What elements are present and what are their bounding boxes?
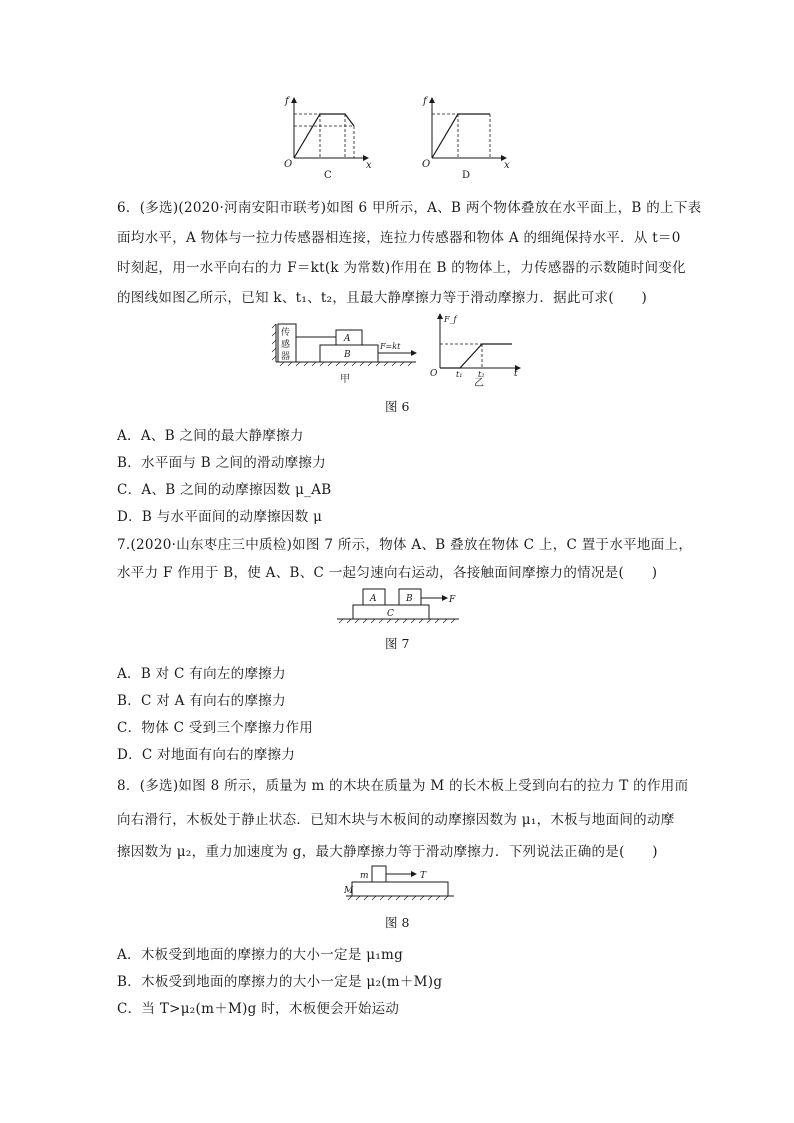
q6-line-3: 时刻起，用一水平向右的力 F＝kt(k 为常数)作用在 B 的物体上，力传感器的示数随时间变化	[117, 260, 686, 276]
fig7-f-label: F	[449, 595, 456, 605]
block-a-label: A	[344, 334, 351, 344]
q8-option-a: A．木板受到地面的摩擦力的大小一定是 μ₁mg	[117, 947, 404, 963]
q6-option-d: D．B 与水平面间的动摩擦因数 μ	[117, 509, 323, 525]
q7-option-c: C．物体 C 受到三个摩擦力作用	[117, 720, 314, 736]
q7-option-a: A．B 对 C 有向左的摩擦力	[117, 666, 286, 682]
sensor-label-1: 传	[281, 328, 291, 338]
q8-option-b: B．木板受到地面的摩擦力的大小一定是 μ₂(m＋M)g	[117, 974, 443, 990]
fig8-m-label: m	[360, 871, 369, 881]
graph-y-label: F_f	[444, 315, 457, 324]
q6-option-c: C．A、B 之间的动摩擦因数 μ_AB	[117, 482, 332, 498]
figure-8	[340, 862, 460, 906]
figure-6	[270, 310, 530, 390]
graph-c-f-label: f	[285, 96, 289, 107]
sensor-label-2: 感	[281, 340, 291, 350]
graph-d-caption: D	[462, 170, 471, 181]
graph-d-f-label: f	[423, 96, 427, 107]
q6-option-b: B．水平面与 B 之间的滑动摩擦力	[117, 455, 327, 471]
graph-t2-label: t₂	[478, 370, 485, 379]
fig8-t-label: T	[420, 871, 427, 881]
fig7-a-label: A	[370, 594, 377, 604]
q8-line-2: 向右滑行，木板处于静止状态．已知木块与木板间的动摩擦因数为 μ₁，木板与地面间的动摩	[117, 812, 675, 828]
block-b-label: B	[344, 350, 351, 360]
q6-option-a: A．A、B 之间的最大静摩擦力	[117, 428, 304, 444]
figure-8-caption: 图 8	[385, 915, 410, 930]
fig-jia-label: 甲	[340, 374, 350, 385]
graph-d	[422, 96, 510, 181]
force-label: F=kt	[380, 342, 401, 351]
graph-t1-label: t₁	[456, 370, 463, 379]
sensor-label-3: 器	[281, 352, 291, 362]
graph-x-label: t	[514, 369, 518, 379]
q7-option-d: D．C 对地面有向右的摩擦力	[117, 747, 296, 763]
q6-line-2: 面均水平，A 物体与一拉力传感器相连接，连拉力传感器和物体 A 的细绳保持水平．从 t＝0	[117, 230, 681, 246]
figure-7-caption: 图 7	[385, 636, 410, 651]
figure-7	[335, 585, 465, 629]
q8-line-1: 8．(多选)如图 8 所示，质量为 m 的木块在质量为 M 的长木板上受到向右的拉力 T 的作用而	[117, 778, 689, 794]
q8-option-c: C．当 T>μ₂(m＋M)g 时，木板便会开始运动	[117, 1001, 400, 1017]
q7-line-1: 7.(2020·山东枣庄三中质检)如图 7 所示，物体 A、B 叠放在物体 C 上，C 置于水平地面上，	[117, 537, 693, 553]
q6-line-1: 6．(多选)(2020·河南安阳市联考)如图 6 甲所示，A、B 两个物体叠放在水平面上，B 的上下表	[117, 200, 702, 216]
fig8-block-m	[372, 866, 386, 882]
q7-line-2: 水平力 F 作用于 B，使 A、B、C 一起匀速向右运动，各接触面间摩擦力的情况是( )	[117, 565, 658, 581]
fig7-c-label: C	[387, 609, 394, 619]
figure-6-caption: 图 6	[385, 399, 410, 414]
graph-c-caption: C	[324, 170, 332, 181]
graph-d-origin: O	[422, 159, 431, 170]
q8-line-3: 擦因数为 μ₂，重力加速度为 g，最大静摩擦力等于滑动摩擦力．下列说法正确的是( )	[117, 844, 658, 860]
figure-6-yi	[430, 314, 520, 389]
q6-line-4: 的图线如图乙所示，已知 k、t₁、t₂，且最大静摩擦力等于滑动摩擦力．据此可求( )	[117, 290, 648, 306]
graph-c-origin: O	[284, 159, 293, 170]
graph-c-x-label: x	[366, 160, 372, 171]
graph-d-x-label: x	[504, 160, 510, 171]
q7-option-b: B．C 对 A 有向右的摩擦力	[117, 693, 286, 709]
fig7-b-label: B	[406, 594, 413, 604]
figure-6-jia	[272, 324, 416, 385]
fig8-board-m	[352, 882, 448, 896]
graph-c	[284, 96, 372, 181]
fig-yi-label: 乙	[474, 378, 484, 389]
fig8-big-m-label: M	[344, 886, 354, 896]
graph-origin: O	[430, 369, 438, 379]
top-graphs-figure	[280, 90, 520, 182]
